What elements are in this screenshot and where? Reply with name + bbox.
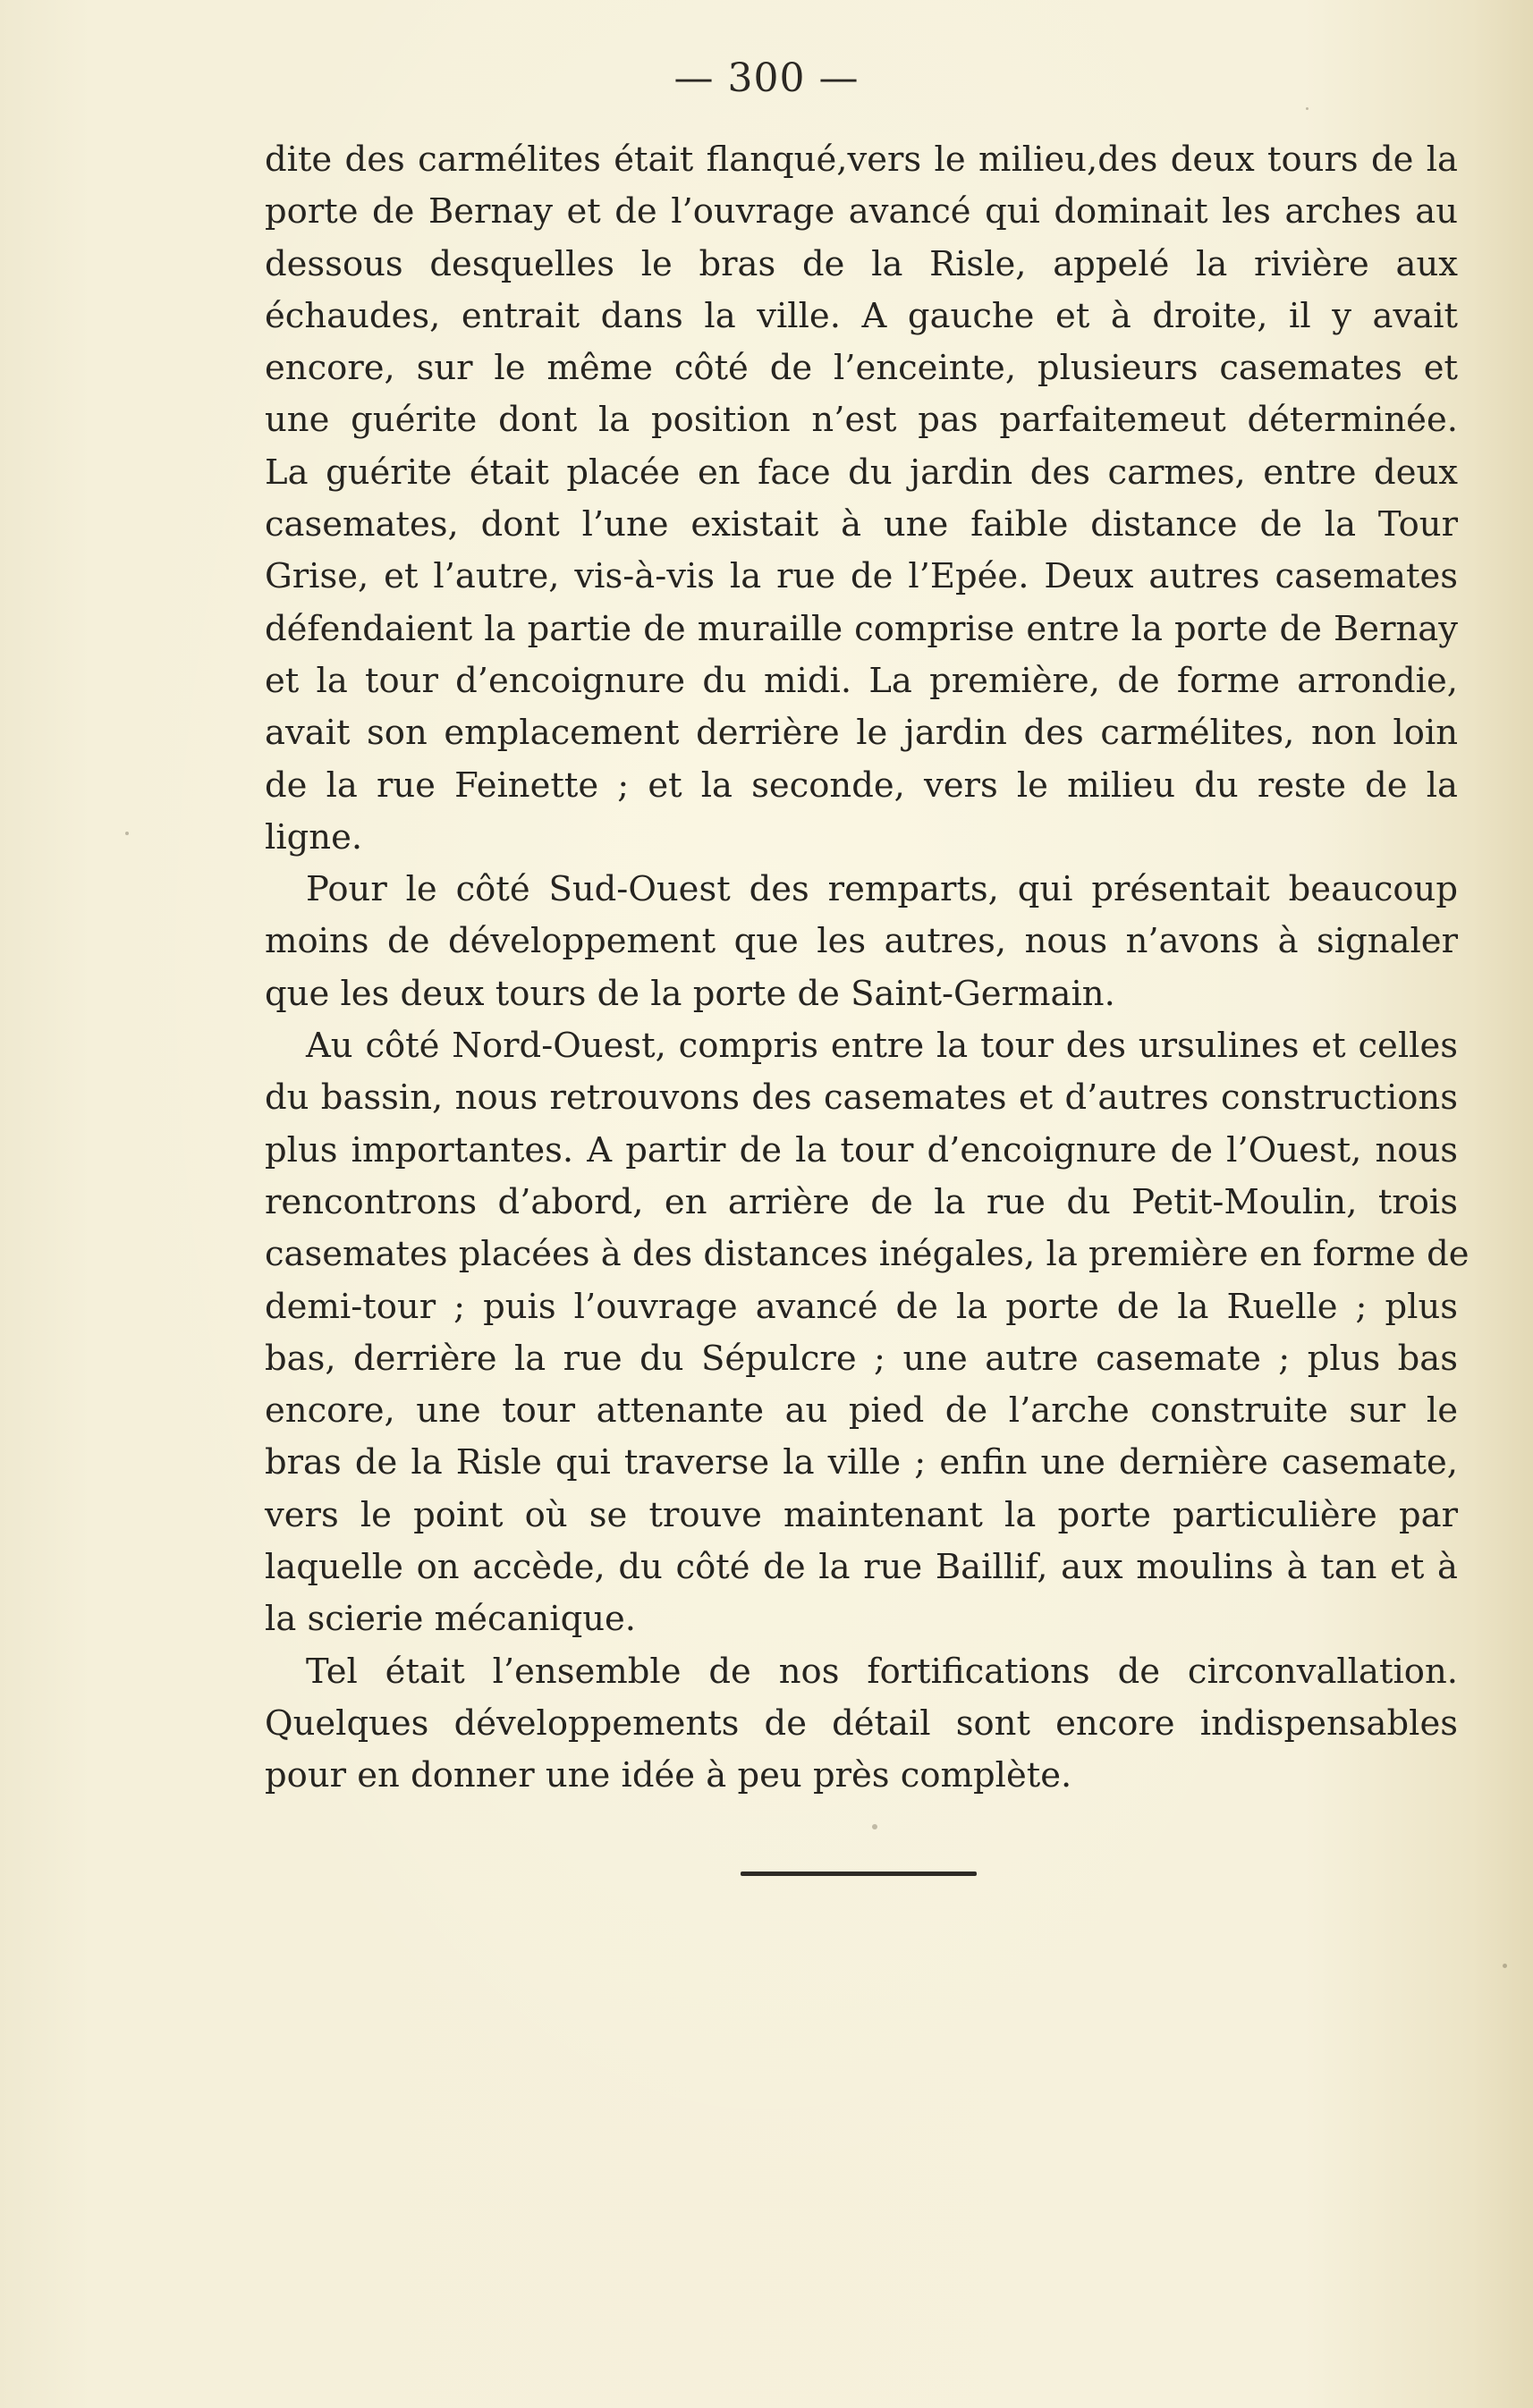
- text-line: La guérite était placée en face du jardin des carmes, entre deux: [265, 452, 1458, 493]
- text-line: ligne.: [265, 816, 363, 858]
- paper-speck: [1503, 1964, 1507, 1968]
- text-line: Quelques développements de détail sont encore indispensables: [265, 1702, 1458, 1744]
- text-line: encore, sur le même côté de l’enceinte, plusieurs casemates et: [265, 348, 1458, 389]
- body-text: [265, 134, 1469, 1803]
- paper-speck: [125, 832, 129, 835]
- text-line: que les deux tours de la porte de Saint-Germain.: [265, 973, 1115, 1014]
- text-line: dite des carmélites était flanqué,vers le milieu,des deux tours de la: [265, 139, 1458, 180]
- page-number: — 300 —: [673, 55, 860, 101]
- text-line: Pour le côté Sud-Ouest des remparts, qui présentait beaucoup: [306, 869, 1458, 910]
- text-line: défendaient la partie de muraille comprise entre la porte de Bernay: [265, 608, 1458, 649]
- text-line: rencontrons d’abord, en arrière de la rue du Petit-Moulin, trois: [265, 1181, 1458, 1222]
- text-line: vers le point où se trouve maintenant la porte particulière par: [265, 1494, 1458, 1535]
- text-line: avait son emplacement derrière le jardin des carmélites, non loin: [265, 713, 1458, 754]
- text-line: porte de Bernay et de l’ouvrage avancé qui dominait les arches au: [265, 191, 1458, 232]
- text-line: moins de développement que les autres, nous n’avons à signaler: [265, 921, 1458, 962]
- end-of-section-rule: [741, 1871, 977, 1876]
- text-line: bras de la Risle qui traverse la ville ; enfin une dernière casemate,: [265, 1442, 1458, 1483]
- text-line: Tel était l’ensemble de nos fortifications de circonvallation.: [306, 1651, 1458, 1692]
- text-line: la scierie mécanique.: [265, 1599, 637, 1640]
- paper-speck: [1306, 107, 1309, 110]
- text-line: de la rue Feinette ; et la seconde, vers le milieu du reste de la: [265, 765, 1458, 806]
- text-line: plus importantes. A partir de la tour d’encoignure de l’Ouest, nous: [265, 1129, 1458, 1170]
- text-line: laquelle on accède, du côté de la rue Baillif, aux moulins à tan et à: [265, 1547, 1458, 1588]
- text-line: du bassin, nous retrouvons des casemates et d’autres constructions: [265, 1077, 1458, 1119]
- text-line: Grise, et l’autre, vis-à-vis la rue de l’Epée. Deux autres casemates: [265, 556, 1458, 597]
- paper-speck: [872, 1824, 877, 1829]
- text-line: une guérite dont la position n’est pas parfaitemeut déterminée.: [265, 400, 1458, 441]
- text-line: encore, une tour attenante au pied de l’arche construite sur le: [265, 1390, 1458, 1432]
- text-line: casemates, dont l’une existait à une faible distance de la Tour: [265, 504, 1458, 545]
- text-line: demi-tour ; puis l’ouvrage avancé de la porte de la Ruelle ; plus: [265, 1286, 1458, 1327]
- text-line: pour en donner une idée à peu près complète.: [265, 1755, 1072, 1796]
- text-line: et la tour d’encoignure du midi. La première, de forme arrondie,: [265, 660, 1458, 701]
- text-line: échaudes, entrait dans la ville. A gauche et à droite, il y avait: [265, 295, 1458, 336]
- text-line: dessous desquelles le bras de la Risle, appelé la rivière aux: [265, 243, 1458, 284]
- text-line: casemates placées à des distances inégales, la première en forme de: [265, 1234, 1469, 1275]
- text-line: bas, derrière la rue du Sépulcre ; une autre casemate ; plus bas: [265, 1338, 1458, 1379]
- text-line: Au côté Nord-Ouest, compris entre la tour des ursulines et celles: [306, 1026, 1458, 1067]
